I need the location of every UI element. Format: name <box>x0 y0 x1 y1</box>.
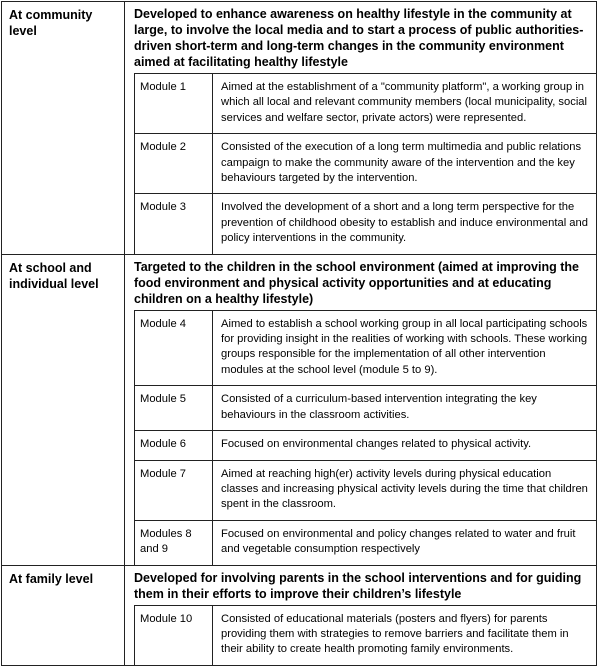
module-name: Module 10 <box>135 605 213 665</box>
module-row <box>135 74 597 134</box>
intervention-table <box>1 1 597 666</box>
module-name: Module 7 <box>135 460 213 520</box>
module-row <box>135 310 597 386</box>
module-text: Consisted of educational materials (posters and flyers) for parents providing them with strategies to remove barriers and facilitate them in their ability to create health promoting family environments. <box>213 605 597 665</box>
section-content <box>125 254 597 565</box>
section-content <box>125 565 597 665</box>
module-table <box>134 73 596 254</box>
module-name: Modules 8 and 9 <box>135 520 213 564</box>
module-name: Module 4 <box>135 310 213 386</box>
module-name: Module 2 <box>135 134 213 194</box>
module-text: Consisted of the execution of a long term multimedia and public relations campaign to make the community aware of the intervention and the key behaviours targeted by the intervention. <box>213 134 597 194</box>
section-description: Developed to enhance awareness on healthy lifestyle in the community at large, to involve the local media and to start a process of public authorities-driven short-term and long-term changes in the community environment aimed at facilitating healthy lifestyle <box>134 7 584 69</box>
module-text: Consisted of a curriculum-based intervention integrating the key behaviours in the classroom activities. <box>213 386 597 431</box>
module-name: Module 5 <box>135 386 213 431</box>
module-text: Aimed at the establishment of a "community platform", a working group in which all local and relevant community members (local municipality, social services and welfare sector, private actors) were represented. <box>213 74 597 134</box>
module-text: Involved the development of a short and a long term perspective for the prevention of childhood obesity to establish and induce environmental and policy interventions in the community. <box>213 194 597 254</box>
module-table <box>134 605 596 665</box>
section-row-community <box>2 2 597 255</box>
module-text: Focused on environmental changes related to physical activity. <box>213 431 597 460</box>
module-row <box>135 431 597 460</box>
level-label: At family level <box>2 565 125 665</box>
section-description: Developed for involving parents in the school interventions and for guiding them in their efforts to improve their children’s lifestyle <box>134 570 582 601</box>
module-text: Focused on environmental and policy changes related to water and fruit and vegetable consumption respectively <box>213 520 597 564</box>
module-table <box>134 310 596 565</box>
module-text: Aimed at reaching high(er) activity levels during physical education classes and increasing physical activity levels during the time that children spent in the classroom. <box>213 460 597 520</box>
section-row-family <box>2 565 597 665</box>
section-row-school <box>2 254 597 565</box>
module-name: Module 3 <box>135 194 213 254</box>
level-label: At school and individual level <box>2 254 125 565</box>
module-row <box>135 605 597 665</box>
section-description: Targeted to the children in the school environment (aimed at improving the food environment and physical activity opportunities and at educating children on a healthy lifestyle) <box>134 259 579 306</box>
section-content <box>125 2 597 255</box>
module-name: Module 1 <box>135 74 213 134</box>
module-name: Module 6 <box>135 431 213 460</box>
module-row <box>135 386 597 431</box>
module-row <box>135 460 597 520</box>
module-text: Aimed to establish a school working group in all local participating schools for providing insight in the realities of working with schools. These working groups responsible for the implementation of all other intervention modules at the school level (module 5 to 9). <box>213 310 597 386</box>
module-row <box>135 194 597 254</box>
level-label: At community level <box>2 2 125 255</box>
module-row <box>135 520 597 564</box>
module-row <box>135 134 597 194</box>
